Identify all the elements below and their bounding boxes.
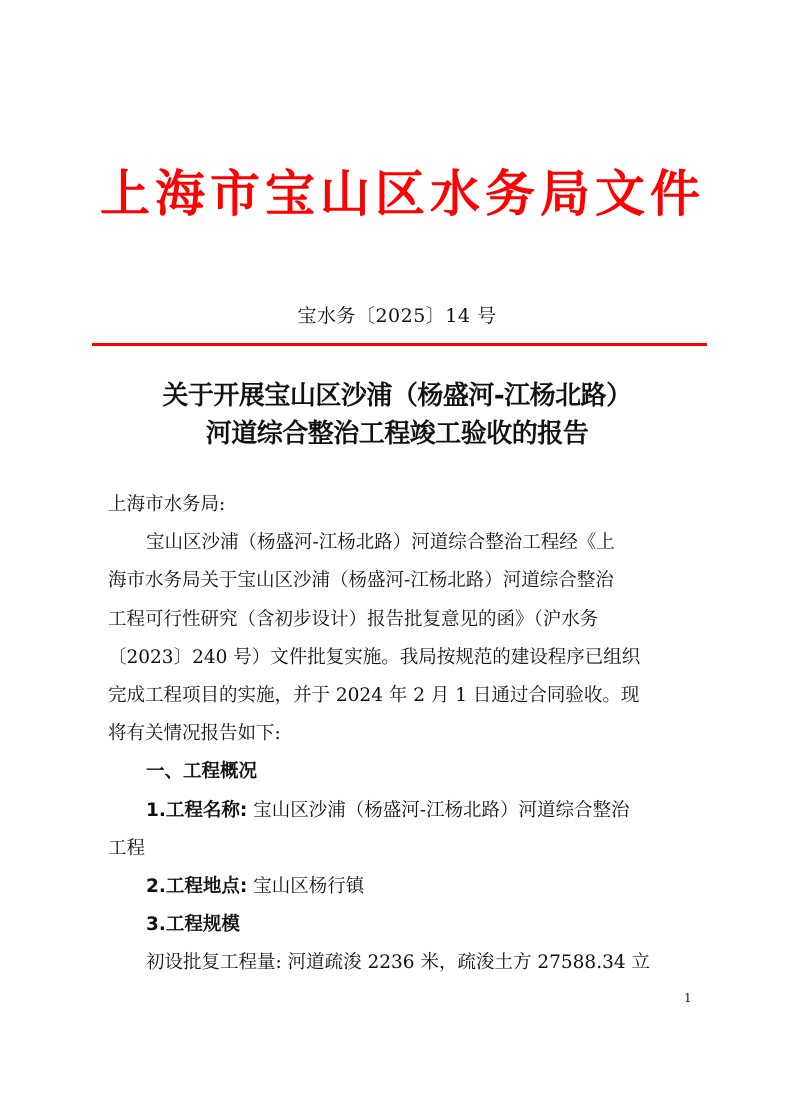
masthead-char: 务: [485, 164, 535, 223]
title-line-1: 关于开展宝山区沙浦（杨盛河-江杨北路）: [162, 381, 632, 411]
paragraph-line: [108, 715, 696, 753]
section-heading: [108, 753, 696, 791]
paragraph-line: [108, 601, 696, 639]
item-label: 2.工程地点:: [146, 875, 248, 897]
item-label: 1.工程名称:: [146, 799, 248, 821]
masthead-char: 山: [320, 164, 370, 223]
item-label: 3.工程规模: [146, 914, 240, 936]
masthead-char: 局: [540, 164, 590, 223]
paragraph-text: 完成工程项目的实施，并于 2024 年 2 月 1 日通过合同验收。现: [108, 684, 640, 706]
masthead-char: 水: [430, 164, 480, 223]
document-title: [0, 377, 794, 453]
masthead-char: 件: [650, 164, 700, 223]
paragraph-text: 〔2023〕240 号）文件批复实施。我局按规范的建设程序已组织: [108, 646, 641, 668]
paragraph-line: [108, 677, 696, 715]
section-heading-text: 一、工程概况: [146, 761, 258, 783]
item-project-name: [108, 792, 696, 830]
masthead-char: 文: [595, 164, 645, 223]
paragraph-line: [108, 562, 696, 600]
paragraph-line: [108, 524, 696, 562]
paragraph-text: 将有关情况报告如下:: [108, 723, 281, 745]
paragraph-text: 工程可行性研究（含初步设计）报告批复意见的函》（沪水务: [108, 608, 599, 630]
title-line-2: 河道综合整治工程竣工验收的报告: [205, 419, 589, 449]
addressee: [108, 486, 696, 524]
item-continuation: [108, 830, 696, 868]
masthead-title: [100, 162, 700, 226]
scale-text: 初设批复工程量: 河道疏浚 2236 米，疏浚土方 27588.34 立: [146, 952, 650, 974]
page-number: 1: [684, 991, 692, 1005]
red-divider-rule: [92, 343, 707, 346]
item-project-scale: [108, 906, 696, 944]
item-value: 宝山区沙浦（杨盛河-江杨北路）河道综合整治: [253, 799, 630, 821]
item-value: 宝山区杨行镇: [253, 875, 365, 897]
masthead-char: 市: [210, 164, 260, 223]
masthead-char: 海: [155, 164, 205, 223]
item-project-location: [108, 868, 696, 906]
masthead-char: 区: [375, 164, 425, 223]
paragraph-text: 宝山区沙浦（杨盛河-江杨北路）河道综合整治工程经《上: [146, 532, 615, 554]
document-number: 宝水务〔2025〕14 号: [297, 305, 497, 327]
scale-line: [108, 944, 696, 982]
item-value-continuation: 工程: [108, 837, 146, 859]
masthead-char: 上: [100, 164, 150, 223]
paragraph-text: 海市水务局关于宝山区沙浦（杨盛河-江杨北路）河道综合整治: [108, 570, 614, 592]
masthead-char: 宝: [265, 164, 315, 223]
addressee-text: 上海市水务局:: [108, 494, 226, 515]
paragraph-line: [108, 639, 696, 677]
document-body: [108, 486, 696, 982]
